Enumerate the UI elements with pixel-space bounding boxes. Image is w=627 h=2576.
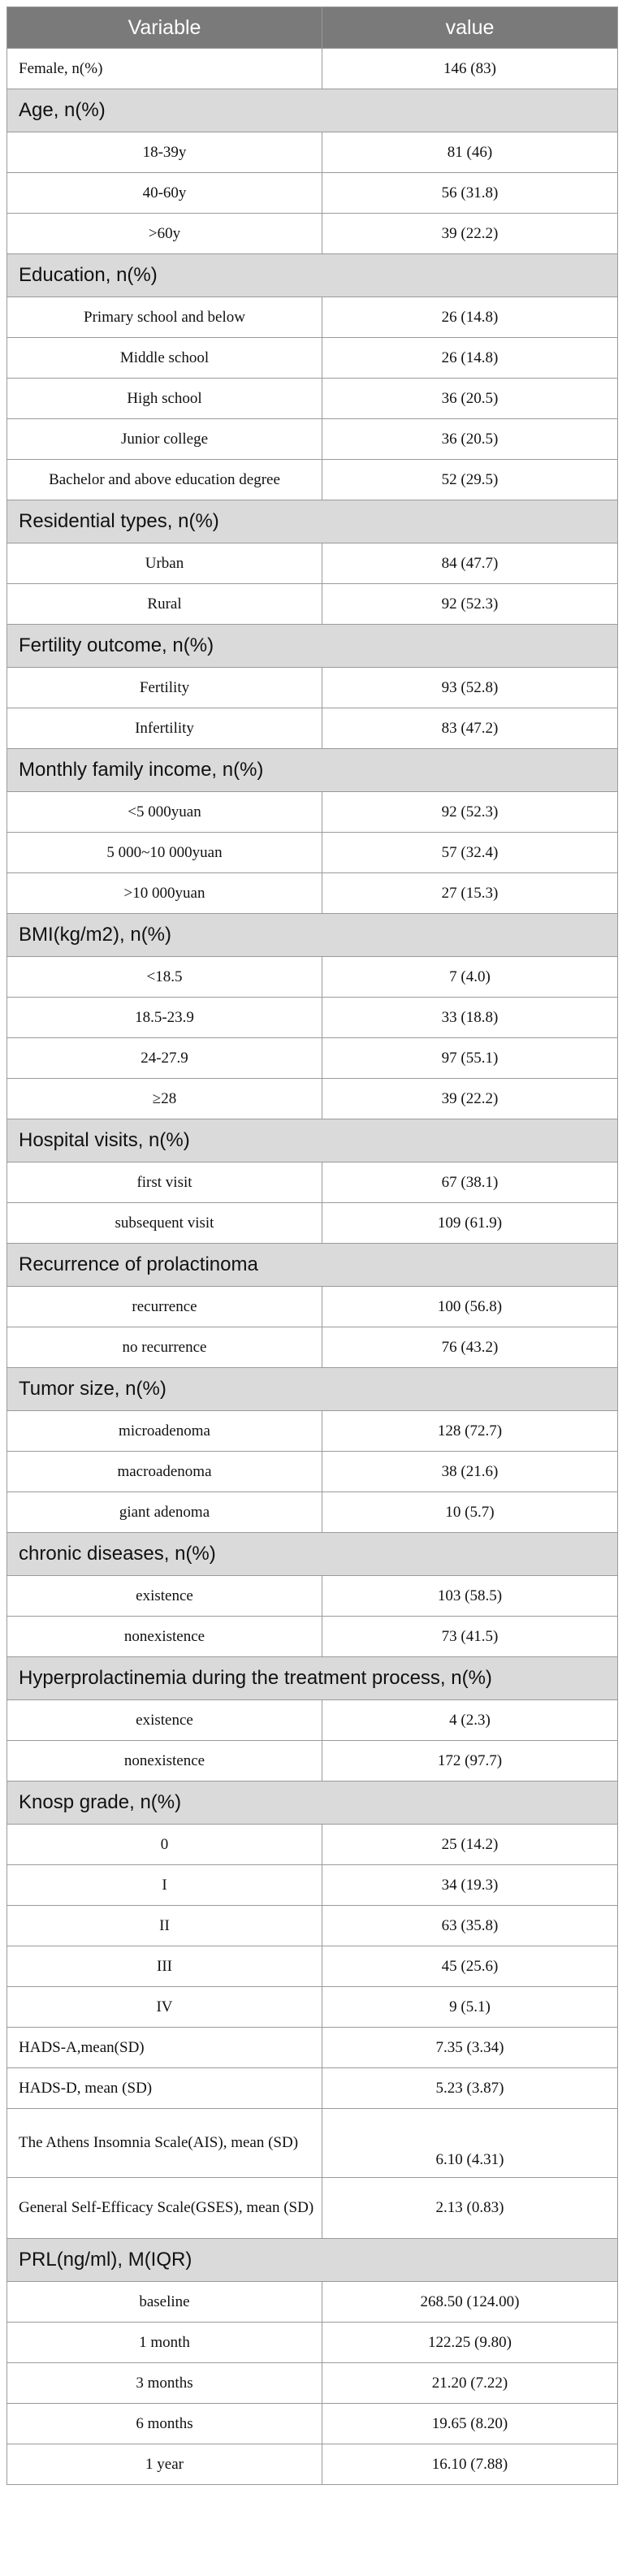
section-title: Monthly family income, n(%) <box>7 749 618 792</box>
characteristics-table <box>6 6 618 2485</box>
row-label: 18-39y <box>7 132 322 173</box>
table-row <box>7 708 618 749</box>
row-label: ≥28 <box>7 1079 322 1119</box>
row-value: 109 (61.9) <box>322 1203 618 1244</box>
table-row <box>7 173 618 214</box>
row-label: subsequent visit <box>7 1203 322 1244</box>
row-label: HADS-D, mean (SD) <box>7 2068 322 2109</box>
row-value: 268.50 (124.00) <box>322 2282 618 2323</box>
row-value: 2.13 (0.83) <box>322 2178 618 2239</box>
row-label: 6 months <box>7 2404 322 2444</box>
row-label: Fertility <box>7 668 322 708</box>
row-value: 92 (52.3) <box>322 792 618 833</box>
table-row <box>7 957 618 998</box>
row-label: III <box>7 1946 322 1987</box>
row-label: no recurrence <box>7 1327 322 1368</box>
section-header-row <box>7 1657 618 1700</box>
table-row <box>7 1576 618 1617</box>
table-row <box>7 792 618 833</box>
table-row <box>7 1162 618 1203</box>
row-label: II <box>7 1906 322 1946</box>
row-label: 24-27.9 <box>7 1038 322 1079</box>
table-row <box>7 1203 618 1244</box>
row-label: first visit <box>7 1162 322 1203</box>
row-label: baseline <box>7 2282 322 2323</box>
section-title: chronic diseases, n(%) <box>7 1533 618 1576</box>
row-label: 18.5-23.9 <box>7 998 322 1038</box>
section-header-row <box>7 1119 618 1162</box>
table-row <box>7 1287 618 1327</box>
row-label: 1 year <box>7 2444 322 2485</box>
row-value: 33 (18.8) <box>322 998 618 1038</box>
row-value: 27 (15.3) <box>322 873 618 914</box>
row-label: Middle school <box>7 338 322 379</box>
row-value: 26 (14.8) <box>322 297 618 338</box>
section-title: Age, n(%) <box>7 89 618 132</box>
table-row <box>7 1741 618 1782</box>
section-header-row <box>7 749 618 792</box>
section-title: Recurrence of prolactinoma <box>7 1244 618 1287</box>
section-title: Knosp grade, n(%) <box>7 1782 618 1825</box>
row-label: Primary school and below <box>7 297 322 338</box>
row-label: HADS-A,mean(SD) <box>7 2028 322 2068</box>
table-row <box>7 998 618 1038</box>
row-value: 5.23 (3.87) <box>322 2068 618 2109</box>
table-row <box>7 1452 618 1492</box>
header-variable: Variable <box>7 7 322 49</box>
row-label: 0 <box>7 1825 322 1865</box>
row-label: nonexistence <box>7 1617 322 1657</box>
row-label: General Self-Efficacy Scale(GSES), mean (SD) <box>7 2178 322 2239</box>
row-label: >60y <box>7 214 322 254</box>
row-value: 19.65 (8.20) <box>322 2404 618 2444</box>
row-value: 81 (46) <box>322 132 618 173</box>
row-value: 7.35 (3.34) <box>322 2028 618 2068</box>
table-row <box>7 543 618 584</box>
table-row <box>7 460 618 500</box>
table-row <box>7 873 618 914</box>
table-row <box>7 1492 618 1533</box>
table-row <box>7 2444 618 2485</box>
table-row <box>7 2068 618 2109</box>
row-label: Urban <box>7 543 322 584</box>
table-row <box>7 419 618 460</box>
table-row <box>7 1700 618 1741</box>
row-value: 76 (43.2) <box>322 1327 618 1368</box>
row-label: 40-60y <box>7 173 322 214</box>
row-value: 52 (29.5) <box>322 460 618 500</box>
row-label: recurrence <box>7 1287 322 1327</box>
section-header-row <box>7 254 618 297</box>
row-value: 34 (19.3) <box>322 1865 618 1906</box>
section-header-row <box>7 89 618 132</box>
section-title: Fertility outcome, n(%) <box>7 625 618 668</box>
row-value: 16.10 (7.88) <box>322 2444 618 2485</box>
table-row <box>7 49 618 89</box>
row-value: 146 (83) <box>322 49 618 89</box>
row-label: Infertility <box>7 708 322 749</box>
table-row <box>7 338 618 379</box>
row-value: 122.25 (9.80) <box>322 2323 618 2363</box>
row-value: 36 (20.5) <box>322 379 618 419</box>
row-value: 6.10 (4.31) <box>322 2109 618 2178</box>
row-value: 93 (52.8) <box>322 668 618 708</box>
table-row <box>7 1825 618 1865</box>
row-label: existence <box>7 1700 322 1741</box>
table-row <box>7 1617 618 1657</box>
table-row <box>7 297 618 338</box>
table-row <box>7 2363 618 2404</box>
row-value: 100 (56.8) <box>322 1287 618 1327</box>
table-row <box>7 1865 618 1906</box>
table-row <box>7 2282 618 2323</box>
row-value: 84 (47.7) <box>322 543 618 584</box>
row-label: Junior college <box>7 419 322 460</box>
row-value: 7 (4.0) <box>322 957 618 998</box>
table-row <box>7 2404 618 2444</box>
section-title: Education, n(%) <box>7 254 618 297</box>
table-row <box>7 1411 618 1452</box>
table-row <box>7 2178 618 2239</box>
row-label: >10 000yuan <box>7 873 322 914</box>
row-label: 1 month <box>7 2323 322 2363</box>
row-label: High school <box>7 379 322 419</box>
row-label: Female, n(%) <box>7 49 322 89</box>
row-value: 56 (31.8) <box>322 173 618 214</box>
row-value: 63 (35.8) <box>322 1906 618 1946</box>
table-row <box>7 1906 618 1946</box>
section-title: BMI(kg/m2), n(%) <box>7 914 618 957</box>
section-header-row <box>7 2239 618 2282</box>
row-value: 73 (41.5) <box>322 1617 618 1657</box>
row-value: 25 (14.2) <box>322 1825 618 1865</box>
section-header-row <box>7 625 618 668</box>
section-title: Hospital visits, n(%) <box>7 1119 618 1162</box>
table-header-row <box>7 7 618 49</box>
row-value: 10 (5.7) <box>322 1492 618 1533</box>
section-header-row <box>7 1244 618 1287</box>
table-row <box>7 132 618 173</box>
table-row <box>7 2028 618 2068</box>
row-label: giant adenoma <box>7 1492 322 1533</box>
row-label: <18.5 <box>7 957 322 998</box>
section-title: Residential types, n(%) <box>7 500 618 543</box>
row-value: 4 (2.3) <box>322 1700 618 1741</box>
table-row <box>7 1079 618 1119</box>
row-value: 21.20 (7.22) <box>322 2363 618 2404</box>
row-label: The Athens Insomnia Scale(AIS), mean (SD) <box>7 2109 322 2178</box>
row-value: 67 (38.1) <box>322 1162 618 1203</box>
row-label: Rural <box>7 584 322 625</box>
row-value: 45 (25.6) <box>322 1946 618 1987</box>
row-value: 92 (52.3) <box>322 584 618 625</box>
row-value: 38 (21.6) <box>322 1452 618 1492</box>
table-row <box>7 214 618 254</box>
table-row <box>7 1987 618 2028</box>
section-header-row <box>7 500 618 543</box>
row-label: nonexistence <box>7 1741 322 1782</box>
table-row <box>7 2109 618 2178</box>
row-label: microadenoma <box>7 1411 322 1452</box>
row-value: 39 (22.2) <box>322 1079 618 1119</box>
row-value: 172 (97.7) <box>322 1741 618 1782</box>
section-header-row <box>7 1533 618 1576</box>
row-value: 83 (47.2) <box>322 708 618 749</box>
table-row <box>7 1946 618 1987</box>
table-row <box>7 668 618 708</box>
row-label: Bachelor and above education degree <box>7 460 322 500</box>
row-label: <5 000yuan <box>7 792 322 833</box>
table-row <box>7 584 618 625</box>
section-header-row <box>7 1368 618 1411</box>
section-header-row <box>7 914 618 957</box>
table-row <box>7 1327 618 1368</box>
table-row <box>7 379 618 419</box>
row-label: macroadenoma <box>7 1452 322 1492</box>
row-value: 57 (32.4) <box>322 833 618 873</box>
table-row <box>7 1038 618 1079</box>
section-header-row <box>7 1782 618 1825</box>
section-title: PRL(ng/ml), M(IQR) <box>7 2239 618 2282</box>
row-value: 97 (55.1) <box>322 1038 618 1079</box>
table-row <box>7 833 618 873</box>
section-title: Hyperprolactinemia during the treatment process, n(%) <box>7 1657 618 1700</box>
section-title: Tumor size, n(%) <box>7 1368 618 1411</box>
row-value: 128 (72.7) <box>322 1411 618 1452</box>
row-label: IV <box>7 1987 322 2028</box>
row-label: existence <box>7 1576 322 1617</box>
row-label: 3 months <box>7 2363 322 2404</box>
row-value: 36 (20.5) <box>322 419 618 460</box>
row-label: 5 000~10 000yuan <box>7 833 322 873</box>
row-value: 26 (14.8) <box>322 338 618 379</box>
row-value: 39 (22.2) <box>322 214 618 254</box>
header-value: value <box>322 7 618 49</box>
row-label: I <box>7 1865 322 1906</box>
table-row <box>7 2323 618 2363</box>
row-value: 9 (5.1) <box>322 1987 618 2028</box>
row-value: 103 (58.5) <box>322 1576 618 1617</box>
